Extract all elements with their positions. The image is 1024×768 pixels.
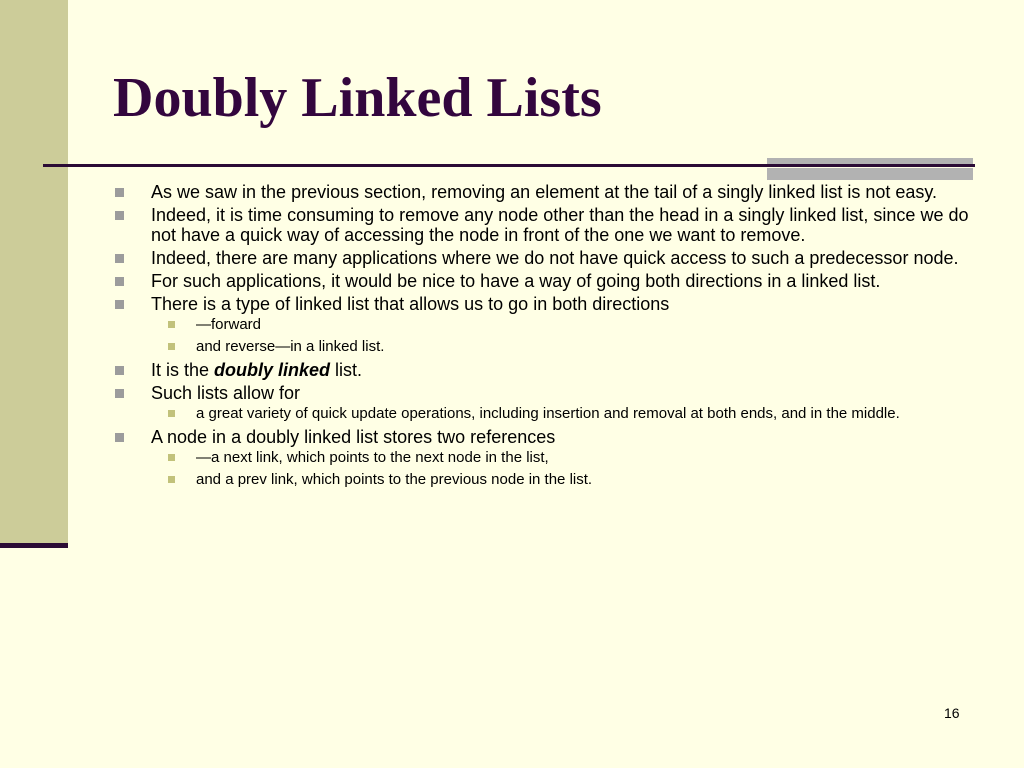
bullet-item — [113, 182, 973, 202]
bullet-item — [113, 294, 973, 355]
sub-bullet-item: and a prev link, which points to the previous node in the list. — [151, 471, 973, 488]
title-accent-block-bottom — [767, 168, 973, 180]
bullet-text: Indeed, there are many applications where we do not have quick access to such a predecessor node. — [151, 248, 959, 268]
slide-title: Doubly Linked Lists — [113, 67, 602, 129]
bullet-suffix: list. — [330, 360, 363, 380]
emphasized-term: doubly linked — [214, 360, 331, 380]
bullet-item — [113, 383, 973, 422]
bullet-text: A node in a doubly linked list stores two references — [151, 427, 556, 447]
bullet-text: Such lists allow for — [151, 383, 301, 403]
sub-bullet-item: a great variety of quick update operations, including insertion and removal at both ends, and in the middle. — [151, 405, 973, 422]
bullet-text: For such applications, it would be nice to have a way of going both directions in a linked list. — [151, 271, 881, 291]
sub-bullet-item: and reverse—in a linked list. — [151, 338, 973, 355]
bullet-text: There is a type of linked list that allows us to go in both directions — [151, 294, 670, 314]
bullet-list — [113, 182, 973, 488]
bullet-text: Indeed, it is time consuming to remove any node other than the head in a singly linked list, since we do not have a quick way of accessing the node in front of the one we want to remove. — [151, 205, 969, 245]
left-decorative-band — [0, 0, 68, 546]
page-number: 16 — [944, 705, 960, 721]
sub-bullet-item: —a next link, which points to the next node in the list, — [151, 449, 973, 466]
sub-bullet-item: —forward — [151, 316, 973, 333]
bullet-item — [113, 360, 973, 380]
bullet-item — [113, 271, 973, 291]
bullet-item — [113, 248, 973, 268]
slide-body — [113, 182, 973, 493]
sub-bullet-list — [151, 405, 973, 422]
bullet-text: As we saw in the previous section, removing an element at the tail of a singly linked list is not easy. — [151, 182, 938, 202]
bullet-prefix: It is the — [151, 360, 215, 380]
bullet-item — [113, 205, 973, 245]
left-accent-bar — [0, 543, 68, 548]
sub-bullet-list — [151, 449, 973, 488]
title-divider — [43, 164, 975, 167]
sub-bullet-list — [151, 316, 973, 355]
bullet-item — [113, 427, 973, 488]
